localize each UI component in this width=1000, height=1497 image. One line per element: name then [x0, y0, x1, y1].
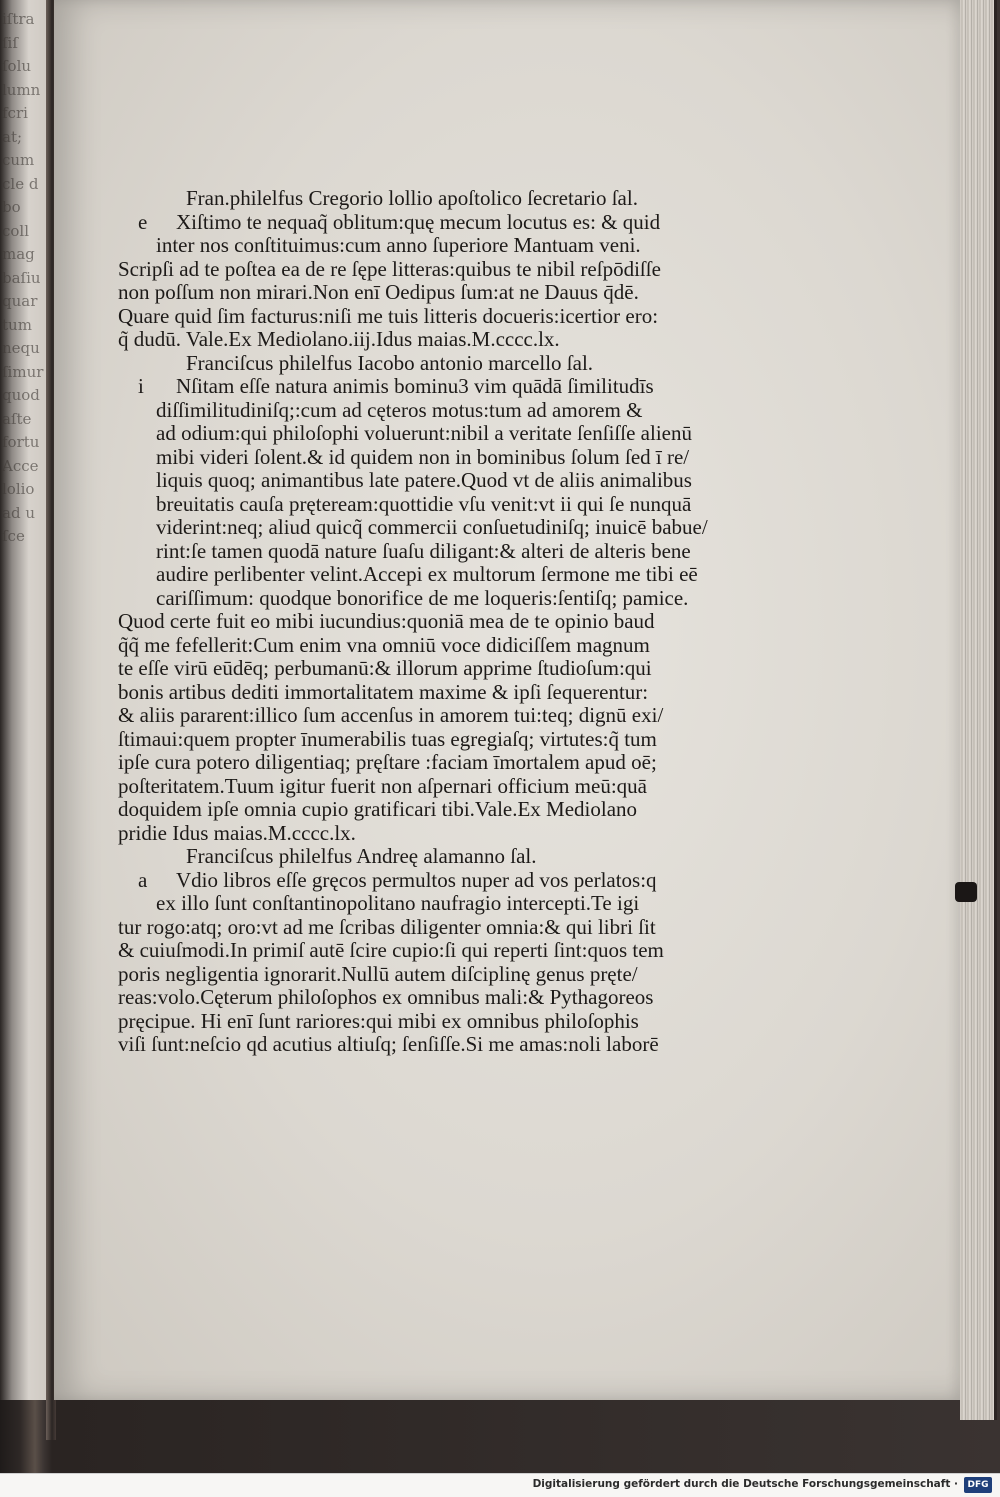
text-line: rint:ſe tamen quodā nature ſuaſu diligant:& alteri de alteris bene [156, 538, 691, 563]
text-line: Quod certe fuit eo mibi iucundius:quoniā mea de te opinio baud [118, 609, 655, 633]
text-line: breuitatis cauſa pręteream:quottidie vſu venit:vt ii qui ſe nunquā [156, 491, 692, 516]
text-line: cariſſimum: quodque bonorifice de me loqueris:ſentiſq; pamice. [156, 585, 689, 610]
facing-page-word: at; [2, 127, 23, 146]
text-line: ſtimaui:quem propter īnumerabilis tuas egregiaſq; virtutes:q̃ tum [118, 726, 657, 751]
facing-page-word: bo [2, 198, 21, 216]
text-line: mibi videri ſolent.& id quidem non in bominibus ſolum ſed ī re/ [156, 444, 690, 469]
letter-heading: Franciſcus philelfus Andreę alamanno ſal. [186, 844, 537, 868]
document-text [118, 187, 728, 1057]
facing-page-word: Acce [2, 456, 39, 475]
text-line: audire perlibenter velint.Accepi ex multorum ſermone me tibi eē [156, 562, 698, 586]
facing-page-word: fortu [2, 433, 40, 451]
text-line: liquis quoq; animantibus late patere.Quod vt de aliis animalibus [156, 468, 692, 492]
text-line: reas:volo.Cęterum philoſophos ex omnibus mali:& Pythagoreos [118, 985, 654, 1009]
facing-page-word: coll [2, 221, 30, 240]
facing-page-word: tum [2, 315, 32, 334]
facing-page-word: cum [2, 151, 35, 169]
facing-page-text [2, 8, 48, 549]
text-line: pridie Idus maias.M.cccc.lx. [118, 820, 356, 845]
text-line: & aliis pararent:illico ſum accenſus in amorem tui:teq; dignū exi/ [118, 703, 664, 727]
text-line: pręcipue. Hi enī ſunt rariores:qui mibi ex omnibus philoſophis [118, 1008, 639, 1033]
facing-page-word: ſce [2, 527, 25, 545]
line-text: Nſitam eſſe natura animis bominu3 vim quādā ſimilitudīs [176, 374, 654, 398]
text-line: ex illo ſunt conſtantinopolitano naufragio intercepti.Te igi [156, 891, 640, 915]
facing-page-word: aſte [2, 409, 32, 428]
facing-page-word: iſtra [2, 10, 35, 28]
text-line: q̃q̃ me fefellerit:Cum enim vna omniū voce didiciſſem magnum [118, 632, 650, 657]
facing-page-word: lumn [2, 80, 41, 99]
text-line: tur rogo:atq; oro:vt ad me ſcribas diligenter omnia:& qui libri ſit [118, 914, 656, 939]
facing-page-word: quar [2, 292, 38, 310]
text-line: ipſe cura potero diligentiaq; pręſtare :faciam īmortalem apud oē; [118, 750, 657, 774]
text-line: doquidem ipſe omnia cupio gratificari tibi.Vale.Ex Mediolano [118, 797, 638, 821]
text-line: poris negligentia ignorarit.Nullū autem diſciplinę genus pręte/ [118, 961, 638, 986]
line-text: Xiſtimo te nequaq̃ oblitum:quę mecum locutus es: & quid [176, 209, 661, 234]
facing-page-word: cle d [2, 174, 39, 193]
text-line: diſſimilitudiniſq;:cum ad cęteros motus:tum ad amorem & [156, 397, 643, 422]
facing-page-word: fcri [2, 104, 28, 122]
funding-credit[interactable]: Digitalisierung gefördert durch die Deutsche Forschungsgemeinschaft · [532, 1478, 958, 1490]
clip-mark [955, 882, 977, 902]
line-text: Vdio libros eſſe gręcos permultos nuper ad vos perlatos:q [176, 867, 657, 892]
page-edges [960, 0, 997, 1420]
guide-letter: i [138, 374, 144, 398]
facing-page-word: ſolu [2, 57, 32, 75]
text-line: & cuiuſmodi.In primiſ autē ſcire cupio:ſi qui reperti ſint:quos tem [118, 938, 664, 962]
facing-page-word: nequ [2, 339, 40, 357]
text-line: q̃ dudū. Vale.Ex Mediolano.iij.Idus maias.M.cccc.lx. [118, 327, 560, 351]
facing-page-word: ad u [2, 503, 35, 522]
text-line: viderint:neq; aliud quicq̃ commercii conſuetudiniſq; inuicē babue/ [156, 515, 708, 539]
guide-letter: a [138, 867, 148, 892]
text-line: non poſſum non mirari.Non enī Oedipus ſum:at ne Dauus q̄dē. [118, 280, 639, 304]
text-line: poſteritatem.Tuum igitur fuerit non aſpernari officium meū:quā [118, 773, 647, 798]
text-line [118, 211, 728, 235]
facing-page-word: lolio [2, 480, 35, 498]
letter-heading: Fran.philelfus Cregorio lollio apoſtolico ſecretario ſal. [186, 186, 638, 210]
facing-page-word: ſimur [2, 362, 44, 381]
text-line: bonis artibus dediti immortalitatem maxime & ipſi ſequerentur: [118, 679, 649, 704]
facing-page-word: mag [2, 245, 35, 263]
guide-letter: e [138, 209, 148, 234]
facing-page-word: ſiſ [2, 33, 18, 52]
text-line: te eſſe virū eūdēq; perbumanū:& illorum apprime ſtudioſum:qui [118, 656, 652, 680]
text-line: Quare quid ſim facturus:niſi me tuis litteris docueris:icertior ero: [118, 303, 659, 328]
footer-bar [0, 1473, 1000, 1497]
text-line [118, 869, 728, 893]
text-line: inter nos conſtituimus:cum anno ſuperiore Mantuam veni. [156, 233, 641, 257]
facing-page-word: baſiu [2, 268, 41, 287]
text-line: ad odium:qui philoſophi voluerunt:nibil a veritate ſenſiſſe alienū [156, 421, 692, 445]
text-line [118, 375, 728, 399]
dfg-logo-icon[interactable]: DFG [964, 1477, 992, 1493]
facing-page-word: quod [2, 386, 40, 404]
text-line: viſi ſunt:neſcio qd acutius altiuſq; ſenſiſſe.Si me amas:noli laborē [118, 1032, 659, 1056]
letter-heading: Franciſcus philelfus Iacobo antonio marcello ſal. [186, 350, 594, 375]
text-line: Scripſi ad te poſtea ea de re ſępe litteras:quibus te nibil reſpōdiſſe [118, 256, 661, 281]
facing-page-fragment [0, 0, 48, 1400]
